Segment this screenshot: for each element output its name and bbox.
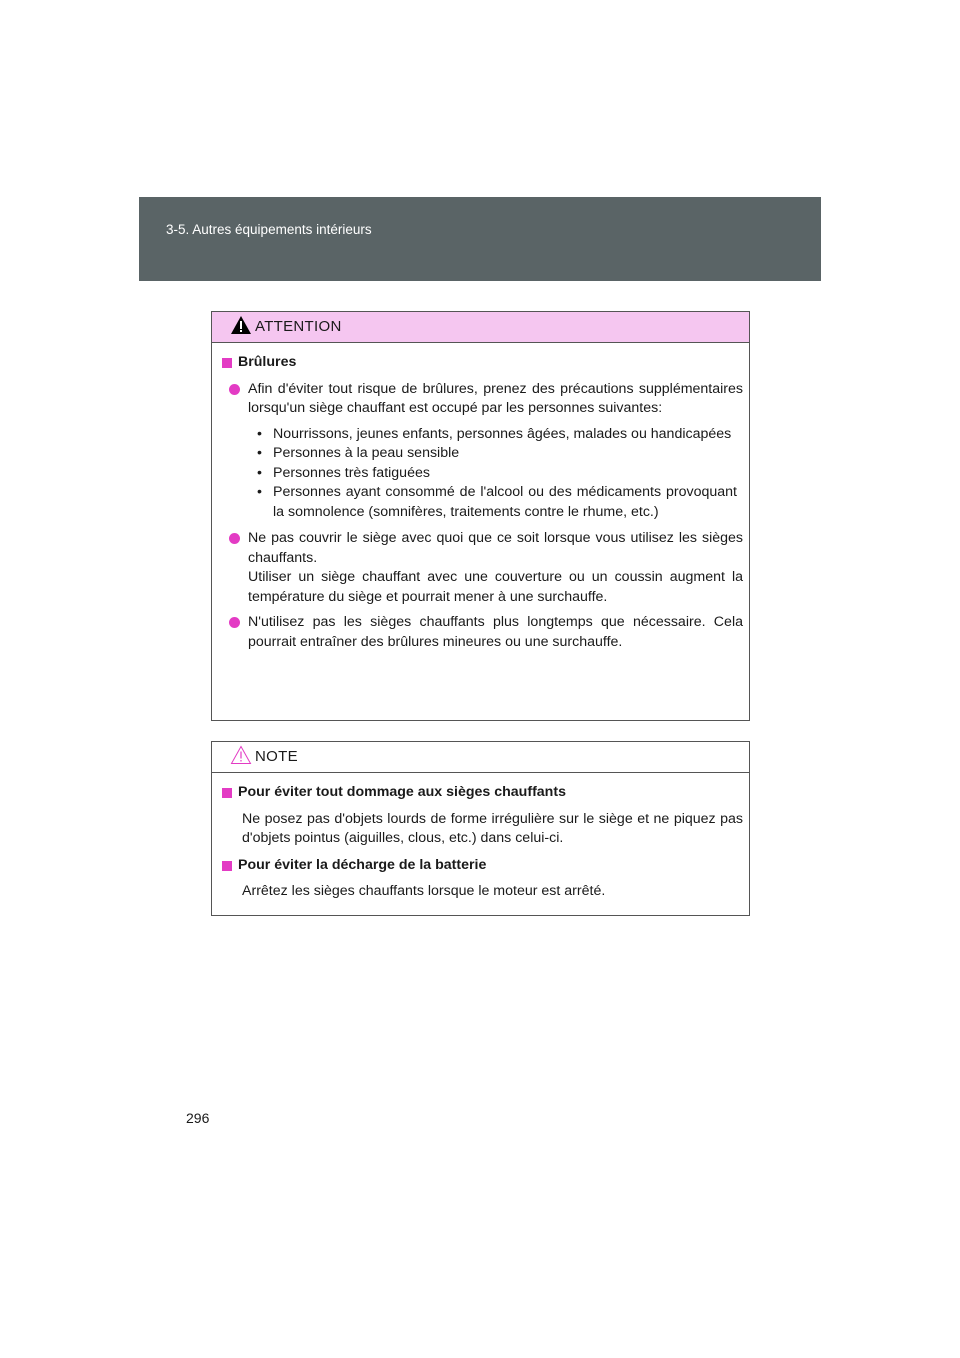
section-title: Brûlures <box>222 353 743 373</box>
chapter-title: 3-5. Autres équipements intérieurs <box>166 222 372 237</box>
list-item: Afin d'éviter tout risque de brûlures, prenez des précautions supplémentaires lorsqu'un siège chauffant est occupé par les personnes suivantes: <box>222 380 743 419</box>
square-bullet-icon <box>222 788 232 798</box>
sub-list-item: • Personnes à la peau sensible <box>257 445 460 461</box>
list-item: N'utilisez pas les sièges chauffants plus longtemps que nécessaire. Cela pourrait entraîner des brûlures mineures ou une surchauffe. <box>222 613 743 652</box>
attention-label: ATTENTION <box>255 318 342 335</box>
paragraph: Arrêtez les sièges chauffants lorsque le moteur est arrêté. <box>242 883 606 899</box>
chapter-header <box>139 197 821 281</box>
paragraph: Ne posez pas d'objets lourds de forme irrégulière sur le siège et ne piquez pas d'objets pointus (aiguilles, clous, etc.) dans celui-ci. <box>242 810 743 846</box>
round-bullet-icon <box>229 533 240 544</box>
round-bullet-icon <box>229 617 240 628</box>
square-bullet-icon <box>222 358 232 368</box>
sub-list <box>222 425 743 523</box>
warning-outline-icon <box>230 745 252 765</box>
note-box <box>211 741 750 916</box>
warning-icon <box>230 315 252 335</box>
sub-list-item: • Personnes ayant consommé de l'alcool ou des médicaments provoquant la somnolence (somnifères, traitements contre le rhume, etc.) <box>257 484 737 520</box>
note-label: NOTE <box>255 748 298 765</box>
square-bullet-icon <box>222 861 232 871</box>
sub-list-item: • Nourrissons, jeunes enfants, personnes âgées, malades ou handicapées <box>257 425 732 442</box>
list-item: Ne pas couvrir le siège avec quoi que ce soit lorsque vous utilisez les sièges chauffants. Utiliser un siège chauffant avec une couverture ou un coussin augment la température du siège et pourrait mener à une surchauffe. <box>222 529 743 607</box>
attention-header <box>212 312 749 343</box>
note-header <box>212 742 749 773</box>
page-number: 296 <box>186 1110 210 1126</box>
round-bullet-icon <box>229 384 240 395</box>
section-title: Pour éviter la décharge de la batterie <box>222 856 743 876</box>
attention-box <box>211 311 750 721</box>
sub-list-item: • Personnes très fatiguées <box>257 464 430 481</box>
section-title: Pour éviter tout dommage aux sièges chauffants <box>222 783 743 803</box>
